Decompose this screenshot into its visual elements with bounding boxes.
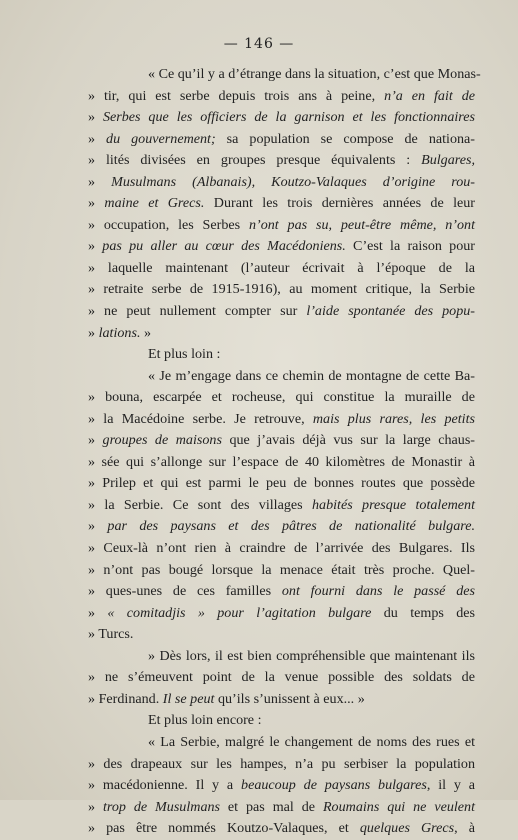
text-line: « Ce qu’il y a d’étrange dans la situation, c’est que Monas- [148, 66, 481, 82]
text-line: » groupes de maisons que j’avais déjà vus sur la large chaus- [88, 432, 475, 449]
text-line: » macédonienne. Il y a beaucoup de paysans bulgares, il y a [88, 777, 475, 794]
text-line: » Dès lors, il est bien compréhensible que maintenant ils [148, 647, 475, 664]
text-line: » Ferdinand. Il se peut qu’ils s’unissent à eux... » [88, 690, 365, 707]
text-line: » Prilep et qui est parmi le peu de bonnes routes que possède [88, 475, 475, 492]
text-line: « Je m’engage dans ce chemin de montagne de cette Ba- [148, 367, 475, 384]
text-line: » « comitadjis » pour l’agitation bulgare du temps des [88, 604, 475, 621]
text-line: » Ceux-là n’ont rien à craindre de l’arrivée des Bulgares. Ils [88, 540, 475, 557]
text-line: » pas pu aller au cœur des Macédoniens. C’est la raison pour [88, 238, 475, 255]
text-line: « La Serbie, malgré le changement de noms des rues et [148, 733, 475, 750]
text-line: » lités divisées en groupes presque équivalents : Bulgares, [88, 152, 475, 169]
text-line: » bouna, escarpée et rocheuse, qui constitue la muraille de [88, 389, 475, 406]
text-line: » lations. » [88, 324, 152, 341]
text-line: » Turcs. [88, 626, 134, 643]
text-line: » maine et Grecs. Durant les trois dernières années de leur [88, 195, 476, 212]
text-line: » n’ont pas bougé lorsque la menace était très proche. Quel- [88, 561, 475, 578]
text-line: » Serbes que les officiers de la garnison et les fonctionnaires [88, 109, 475, 126]
text-line: Et plus loin encore : [148, 712, 262, 729]
text-line: » tir, qui est serbe depuis trois ans à peine, n’a en fait de [88, 87, 476, 104]
text-line: » occupation, les Serbes n’ont pas su, peut-être même, n’ont [88, 216, 475, 233]
text-line: » ne s’émeuvent point de la venue possible des soldats de [88, 669, 475, 686]
body-text [88, 64, 481, 840]
page-number: — 146 — [223, 36, 295, 52]
text-line: Et plus loin : [148, 346, 221, 363]
text-line: » ne peut nullement compter sur l’aide spontanée des popu- [88, 303, 475, 320]
text-line: » la Macédoine serbe. Je retrouve, mais plus rares, les petits [88, 410, 475, 427]
text-line: » Musulmans (Albanais), Koutzo-Valaques d’origine rou- [88, 173, 475, 190]
text-line: » pas être nommés Koutzo-Valaques, et quelques Grecs, à [88, 820, 475, 837]
text-line: » trop de Musulmans et pas mal de Roumains qui ne veulent [88, 798, 476, 815]
text-line: » la Serbie. Ce sont des villages habités presque totalement [88, 496, 475, 513]
text-line: » laquelle maintenant (l’auteur écrivait à l’époque de la [88, 259, 475, 276]
text-line: » retraite serbe de 1915-1916), au moment critique, la Serbie [88, 281, 475, 298]
text-line: » par des paysans et des pâtres de nationalité bulgare. [88, 518, 475, 535]
text-line: » des drapeaux sur les hampes, n’a pu serbiser la population [88, 755, 475, 772]
text-line: » du gouvernement; sa population se compose de nationa- [88, 130, 475, 147]
text-line: » ques-unes de ces familles ont fourni dans le passé des [88, 583, 475, 600]
text-line: » sée qui s’allonge sur l’espace de 40 kilomètres de Monastir à [88, 453, 475, 470]
